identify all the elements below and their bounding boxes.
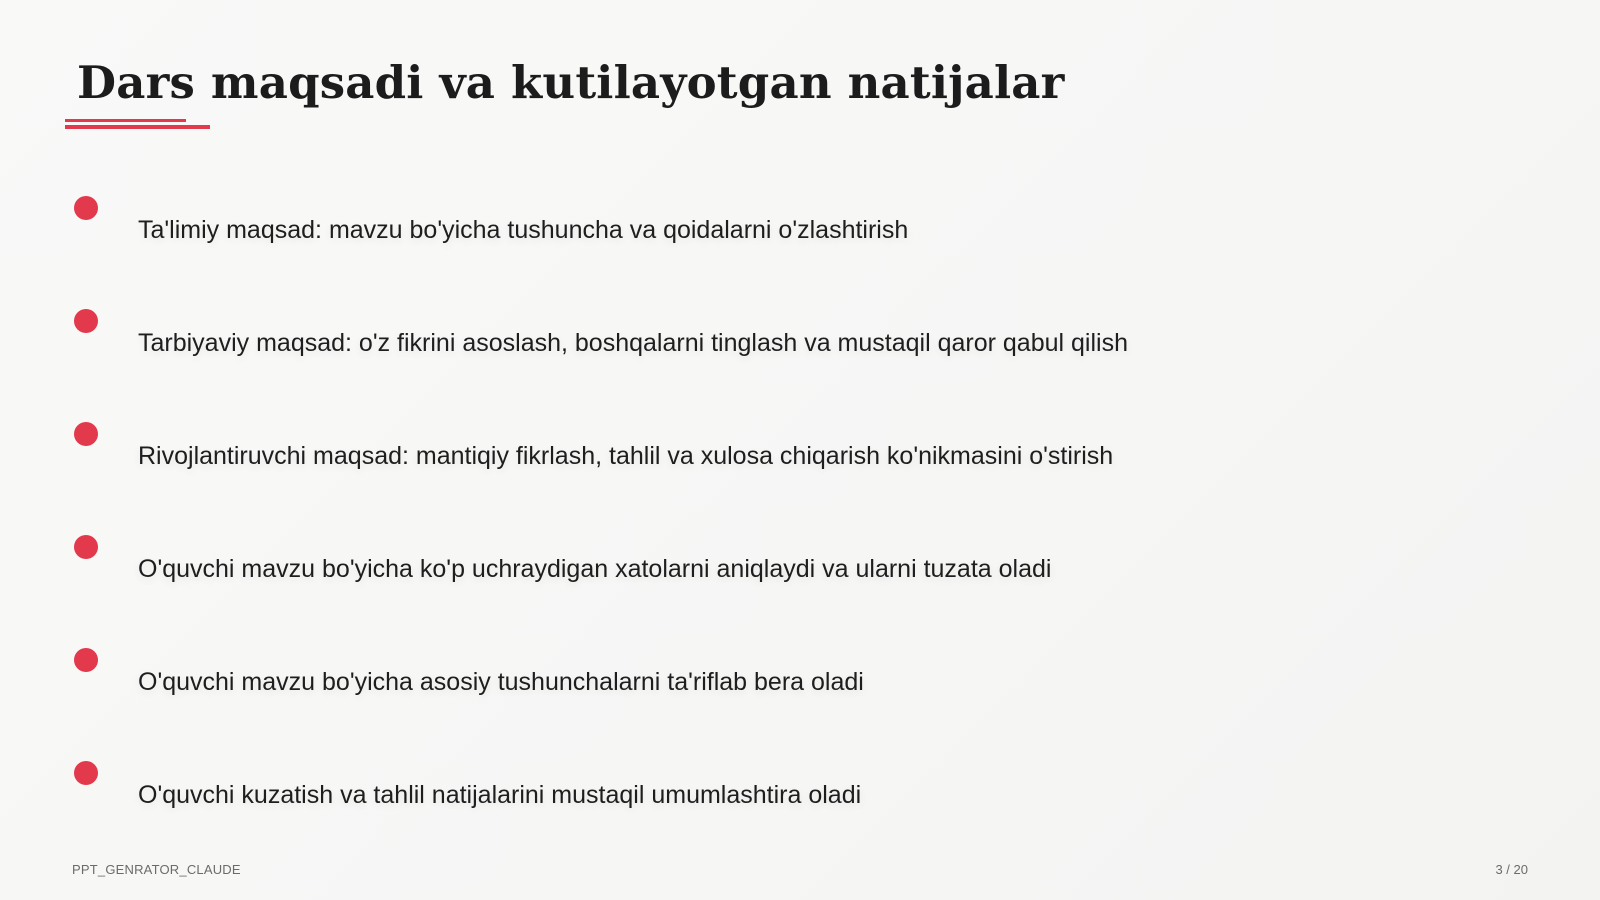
bullet-dot <box>74 196 98 220</box>
bullet-item <box>0 761 1400 841</box>
bullet-text: Ta'limiy maqsad: mavzu bo'yicha tushuncha va qoidalarni o'zlashtirish <box>138 216 909 244</box>
page-indicator: 3 / 20 <box>1495 862 1528 877</box>
bullet-text: O'quvchi mavzu bo'yicha ko'p uchraydigan xatolarni aniqlaydi va ularni tuzata oladi <box>138 555 1052 583</box>
bullet-text: Tarbiyaviy maqsad: o'z fikrini asoslash, boshqalarni tinglash va mustaqil qaror qabul qilish <box>138 329 1128 357</box>
bullet-text: Rivojlantiruvchi maqsad: mantiqiy fikrlash, tahlil va xulosa chiqarish ko'nikmasini o'stirish <box>138 442 1114 470</box>
bullet-item <box>0 196 1400 276</box>
footer-brand: PPT_GENRATOR_CLAUDE <box>72 862 241 877</box>
slide-title: Dars maqsadi va kutilayotgan natijalar <box>77 56 1065 109</box>
bullet-item <box>0 648 1400 728</box>
bullet-dot <box>74 422 98 446</box>
bullet-dot <box>74 535 98 559</box>
bullet-text: O'quvchi kuzatish va tahlil natijalarini mustaqil umumlashtira oladi <box>138 781 862 809</box>
bullet-text: O'quvchi mavzu bo'yicha asosiy tushunchalarni ta'riflab bera oladi <box>138 668 864 696</box>
bullet-dot <box>74 309 98 333</box>
bullet-item <box>0 422 1400 502</box>
bullet-item <box>0 309 1400 389</box>
bullet-item <box>0 535 1400 615</box>
bullet-dot <box>74 761 98 785</box>
bullet-dot <box>74 648 98 672</box>
